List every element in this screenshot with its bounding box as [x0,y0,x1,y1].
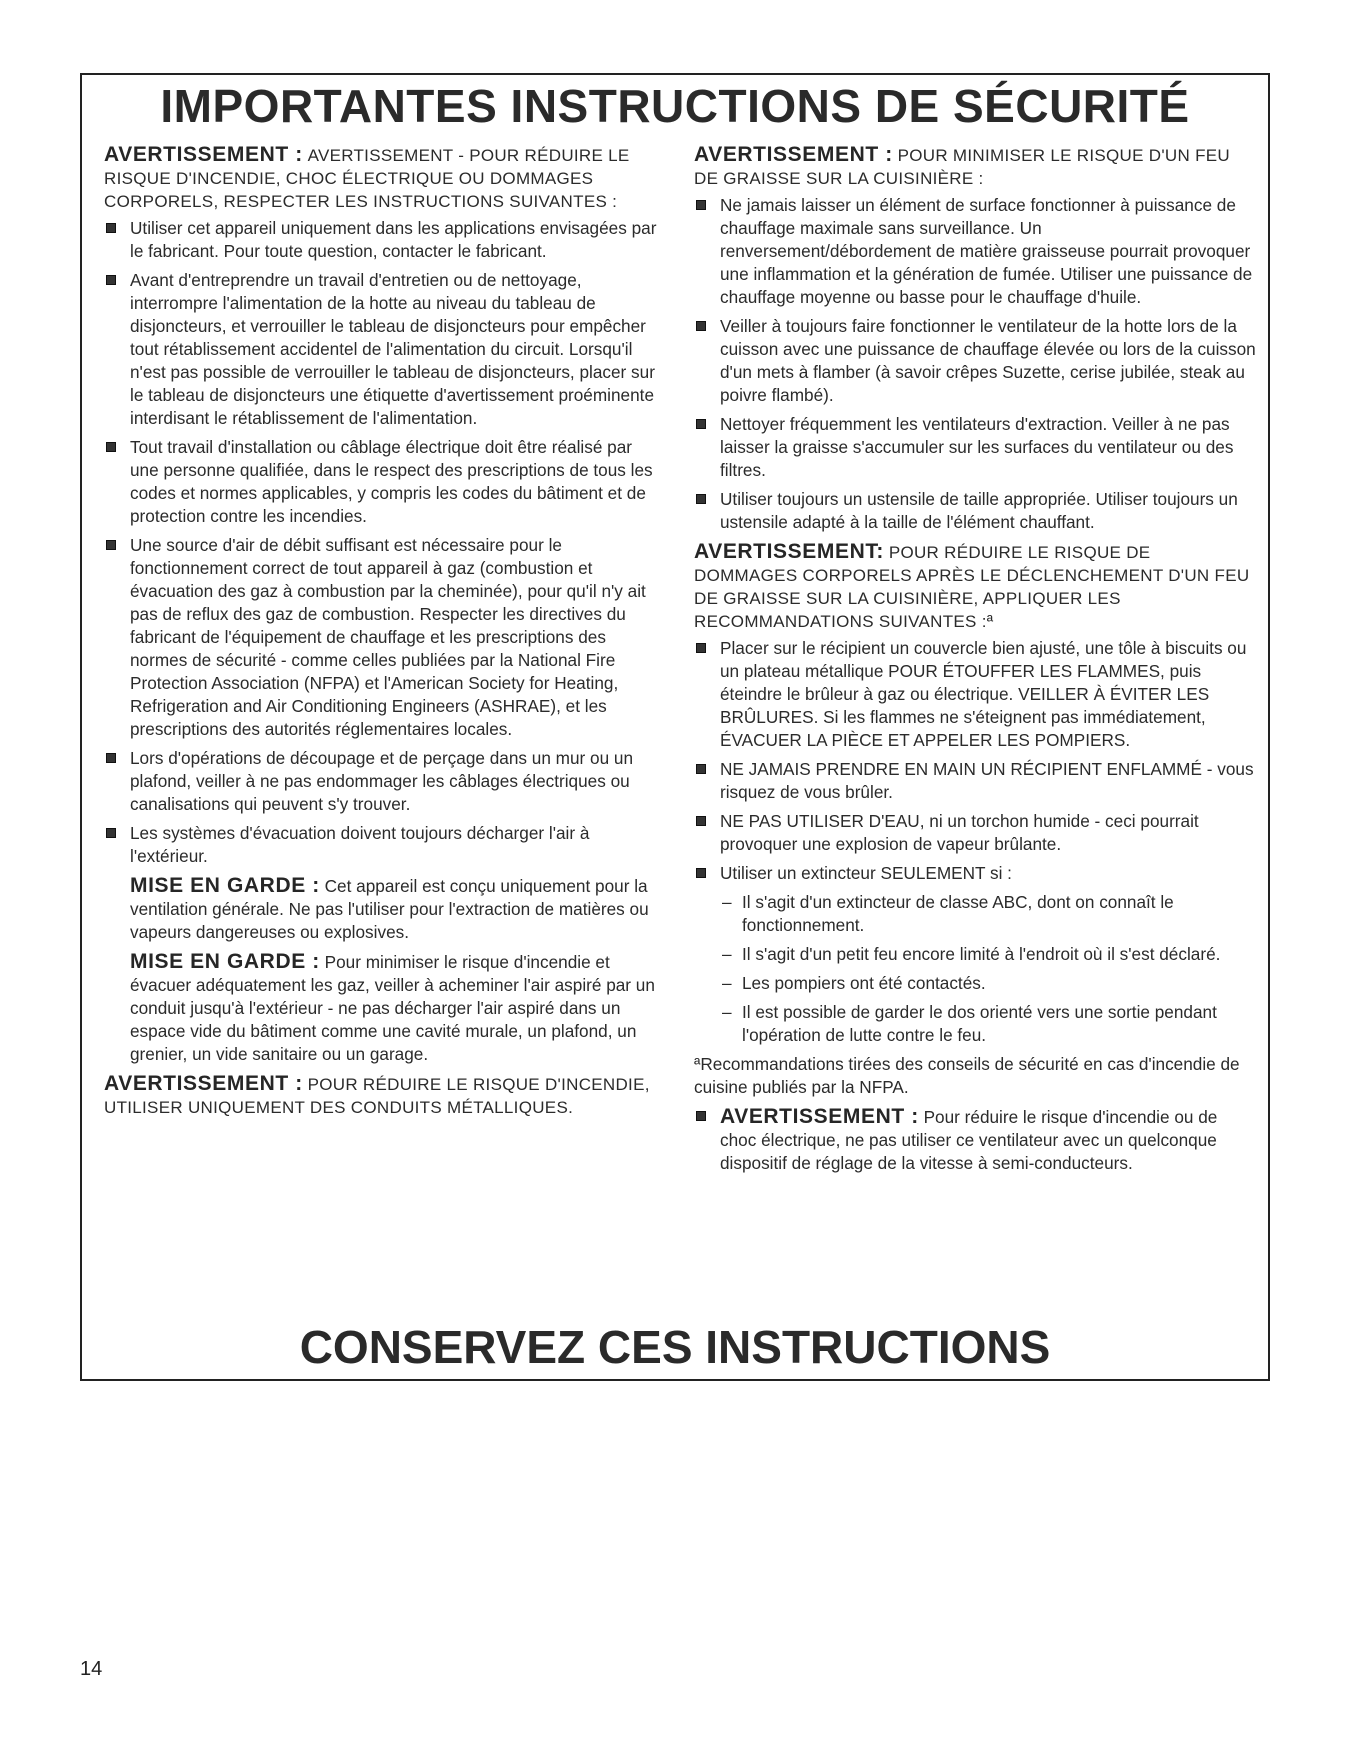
list-item [694,810,1256,856]
square-bullet-icon [106,753,116,763]
bullet-list [104,217,664,868]
list-item [104,269,664,430]
list-item-text: NE PAS UTILISER D'EAU, ni un torchon humide - ceci pourrait provoquer une explosion de vapeur brûlante. [720,811,1199,854]
list-item [720,972,1256,995]
list-item-text: Les systèmes d'évacuation doivent toujours décharger l'air à l'extérieur. [130,823,590,866]
list-item [720,891,1256,937]
warning-paragraph [694,540,1256,633]
warning-label: AVERTISSEMENT : [694,143,893,166]
caution-paragraph [130,950,664,1066]
list-item [104,747,664,816]
square-bullet-icon [106,275,116,285]
list-item [694,194,1256,309]
list-item-text: Veiller à toujours faire fonctionner le ventilateur de la hotte lors de la cuisson avec une puissance de chauffage élevée ou lors de la cuisson d'un mets à flamber (à savoir crêpes Suzette, cerise jubilée, steak au poivre flambé). [720,316,1256,405]
list-item-text: Il s'agit d'un extincteur de classe ABC, dont on connaît le fonctionnement. [742,892,1174,935]
page-number: 14 [80,1658,103,1680]
list-item [104,534,664,741]
list-item-text: Une source d'air de débit suffisant est nécessaire pour le fonctionnement correct de tout appareil à gaz (combustion et évacuation des gaz à combustion par la cheminée), pour qu'il n'y ait pas de reflux des gaz de combustion. Respecter les directives du fabricant de l'équipement de chauffage et les prescriptions des normes de sécurité - comme celles publiées par la National Fire Protection Association (NFPA) et l'American Society for Heating, Refrigeration and Air Conditioning Engineers (ASHRAE), et les prescriptions des autorités réglementaires locales. [130,535,646,739]
bullet-list [694,637,1256,885]
square-bullet-icon [696,419,706,429]
right-column [694,143,1256,1181]
square-bullet-icon [106,828,116,838]
square-bullet-icon [696,1111,706,1121]
warning-text: POUR MINIMISER LE RISQUE D'UN FEU DE GRAISSE SUR LA CUISINIÈRE : [694,146,1230,188]
caution-text: Cet appareil est conçu uniquement pour la ventilation générale. Ne pas l'utiliser pour l'extraction de matières ou vapeurs dangereuses ou explosives. [130,876,649,942]
list-item-text: Placer sur le récipient un couvercle bien ajusté, une tôle à biscuits ou un plateau métallique POUR ÉTOUFFER LES FLAMMES, puis éteindre le brûleur à gaz ou électrique. VEILLER À ÉVITER LES BRÛLURES. Si les flammes ne s'éteignent pas immédiatement, ÉVACUER LA PIÈCE ET APPELER LES POMPIERS. [720,638,1247,750]
caution-label: MISE EN GARDE : [130,874,320,897]
list-item-text: Utiliser toujours un ustensile de taille appropriée. Utiliser toujours un ustensile adapté à la taille de l'élément chauffant. [720,489,1238,532]
bullet-list [694,1105,1256,1175]
warning-label: AVERTISSEMENT: [694,540,885,563]
square-bullet-icon [696,764,706,774]
list-item [694,488,1256,534]
warning-text: AVERTISSEMENT - POUR RÉDUIRE LE RISQUE D'INCENDIE, CHOC ÉLECTRIQUE OU DOMMAGES CORPORELS, RESPECTER LES INSTRUCTIONS SUIVANTES : [104,146,630,211]
list-item [104,822,664,868]
list-item-text: Tout travail d'installation ou câblage électrique doit être réalisé par une personne qualifiée, dans le respect des prescriptions de tous les codes et normes applicables, y compris les codes du bâtiment et de protection contre les incendies. [130,437,653,526]
warning-paragraph [104,1072,664,1119]
warning-label: AVERTISSEMENT : [104,1072,303,1095]
list-item [104,217,664,263]
list-item-text: Les pompiers ont été contactés. [742,973,986,993]
list-item [720,943,1256,966]
warning-paragraph [104,143,664,213]
list-item [694,637,1256,752]
square-bullet-icon [696,643,706,653]
caution-label: MISE EN GARDE : [130,950,320,973]
list-item [694,413,1256,482]
square-bullet-icon [696,321,706,331]
page-title: IMPORTANTES INSTRUCTIONS DE SÉCURITÉ [160,80,1190,132]
list-item-text: Il est possible de garder le dos orienté vers une sortie pendant l'opération de lutte contre le feu. [742,1002,1217,1045]
list-item [104,436,664,528]
caution-text: Pour minimiser le risque d'incendie et évacuer adéquatement les gaz, veiller à acheminer l'air aspiré par un conduit jusqu'à l'extérieur - ne pas décharger l'air aspiré dans un espace vide du bâtiment comme une cavité murale, un plafond, un grenier, un vide sanitaire ou un garage. [130,952,655,1064]
square-bullet-icon [106,442,116,452]
list-item-text: Lors d'opérations de découpage et de perçage dans un mur ou un plafond, veiller à ne pas endommager les câblages électriques ou canalisations qui peuvent s'y trouver. [130,748,634,814]
footnote: ªRecommandations tirées des conseils de sécurité en cas d'incendie de cuisine publiés par la NFPA. [694,1054,1240,1097]
warning-label: AVERTISSEMENT : [720,1105,919,1128]
list-item-text: Ne jamais laisser un élément de surface fonctionner à puissance de chauffage maximale sans surveillance. Un renversement/débordement de matière graisseuse pourrait provoquer une inflammation et la génération de fumée. Utiliser une puissance de chauffage moyenne ou basse pour le chauffage d'huile. [720,195,1253,307]
warning-paragraph [694,143,1256,190]
square-bullet-icon [696,494,706,504]
left-column [104,143,664,1123]
list-item [694,1105,1256,1175]
dash-icon: – [722,1002,732,1022]
list-item-text: Nettoyer fréquemment les ventilateurs d'extraction. Veiller à ne pas laisser la graisse s'accumuler sur les surfaces du ventilateur ou des filtres. [720,414,1234,480]
dash-icon: – [722,944,732,964]
square-bullet-icon [696,816,706,826]
warning-text: Pour réduire le risque d'incendie ou de choc électrique, ne pas utiliser ce ventilateur avec un quelconque dispositif de réglage de la vitesse à semi-conducteurs. [720,1107,1218,1173]
list-item-text: NE JAMAIS PRENDRE EN MAIN UN RÉCIPIENT ENFLAMMÉ - vous risquez de vous brûler. [720,759,1254,802]
list-item-text: Utiliser un extincteur SEULEMENT si : [720,863,1012,883]
dash-icon: – [722,892,732,912]
list-item [694,758,1256,804]
list-item [694,315,1256,407]
square-bullet-icon [696,868,706,878]
list-item [720,1001,1256,1047]
list-item-text: Il s'agit d'un petit feu encore limité à l'endroit où il s'est déclaré. [742,944,1221,964]
square-bullet-icon [106,223,116,233]
warning-label: AVERTISSEMENT : [104,143,303,166]
warning-text: POUR RÉDUIRE LE RISQUE D'INCENDIE, UTILISER UNIQUEMENT DES CONDUITS MÉTALLIQUES. [104,1075,650,1117]
list-item-text: Utiliser cet appareil uniquement dans les applications envisagées par le fabricant. Pour toute question, contacter le fabricant. [130,218,657,261]
safety-box [80,73,1270,1381]
bullet-list [694,194,1256,534]
caution-paragraph [130,874,664,944]
footer-title: CONSERVEZ CES INSTRUCTIONS [299,1321,1051,1373]
square-bullet-icon [696,200,706,210]
dash-icon: – [722,973,732,993]
list-item-text: Avant d'entreprendre un travail d'entretien ou de nettoyage, interrompre l'alimentation de la hotte au niveau du tableau de disjoncteurs, et verrouiller le tableau de disjoncteurs pour empêcher tout rétablissement accidentel de l'alimentation du circuit. Lorsqu'il n'est pas possible de verrouiller le tableau de disjoncteurs, placer sur le tableau de disjoncteurs une étiquette d'avertissement proéminente interdisant le rétablissement de l'alimentation. [130,270,655,428]
warning-text: POUR RÉDUIRE LE RISQUE DE DOMMAGES CORPORELS APRÈS LE DÉCLENCHEMENT D'UN FEU DE GRAISSE SUR LA CUISINIÈRE, APPLIQUER LES RECOMMANDATIONS SUIVANTES :ª [694,543,1250,631]
square-bullet-icon [106,540,116,550]
dash-list [720,891,1256,1047]
list-item [694,862,1256,885]
